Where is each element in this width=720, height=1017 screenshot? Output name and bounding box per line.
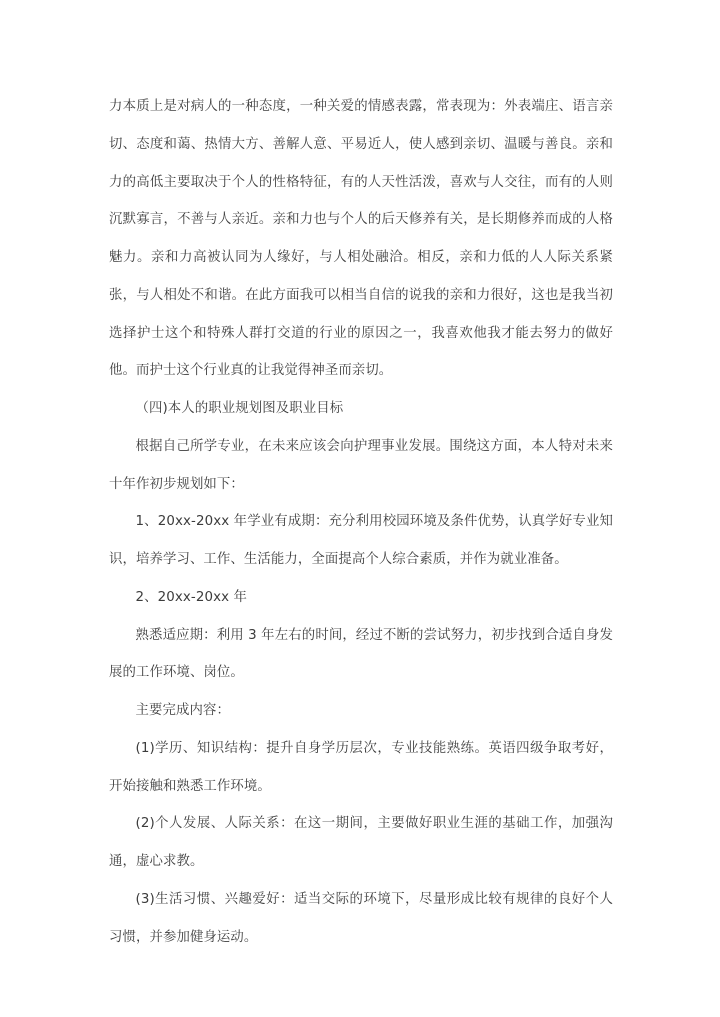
paragraph-content-item-3: (3)生活习惯、兴趣爱好：适当交际的环境下，尽量形成比较有规律的良好个人习惯，并参加健身运动。 [109, 891, 613, 945]
paragraph-plan-item-2: 2、20xx-20xx 年 [135, 589, 247, 605]
paragraph-content-item-2: (2)个人发展、人际关系：在这一期间，主要做好职业生涯的基础工作，加强沟通，虚心求教。 [109, 816, 613, 869]
paragraph-main-contents-label: 主要完成内容： [135, 703, 230, 718]
paragraph-plan-item-1: 1、20xx-20xx 年学业有成期：充分利用校园环境及条件优势，认真学好专业知识，培养学习、工作、生活能力，全面提高个人综合素质，并作为就业准备。 [109, 514, 613, 567]
document-text-body [109, 88, 613, 956]
paragraph-1: 力本质上是对病人的一种态度，一种关爱的情感表露，常表现为：外表端庄、语言亲切、态度和蔼、热情大方、善解人意、平易近人，使人感到亲切、温暖与善良。亲和力的高低主要取决于个人的性格特征，有的人天性活泼，喜欢与人交往，而有的人则沉默寡言，不善与人亲近。亲和力也与个人的后天修养有关，是长期修养而成的人格魅力。亲和力高被认同为人缘好，与人相处融洽。相反，亲和力低的人人际关系紧张，与人相处不和谐。在此方面我可以相当自信的说我的亲和力很好，这也是我当初选择护士这个和特殊人群打交道的行业的原因之一，我喜欢他我才能去努力的做好他。而护士这个行业真的让我觉得神圣而亲切。 [109, 99, 613, 379]
paragraph-section-heading-four: （四)本人的职业规划图及职业目标 [135, 401, 344, 416]
paragraph-3: 根据自己所学专业，在未来应该会向护理事业发展。围绕这方面，本人特对未来十年作初步规划如下： [109, 438, 613, 492]
paragraph-adaptation-period: 熟悉适应期：利用 3 年左右的时间，经过不断的尝试努力，初步找到合适自身发展的工作环境、岗位。 [109, 627, 613, 681]
paragraph-content-item-1: (1)学历、知识结构：提升自身学历层次，专业技能熟练。英语四级争取考好，开始接触和熟悉工作环境。 [109, 740, 613, 794]
